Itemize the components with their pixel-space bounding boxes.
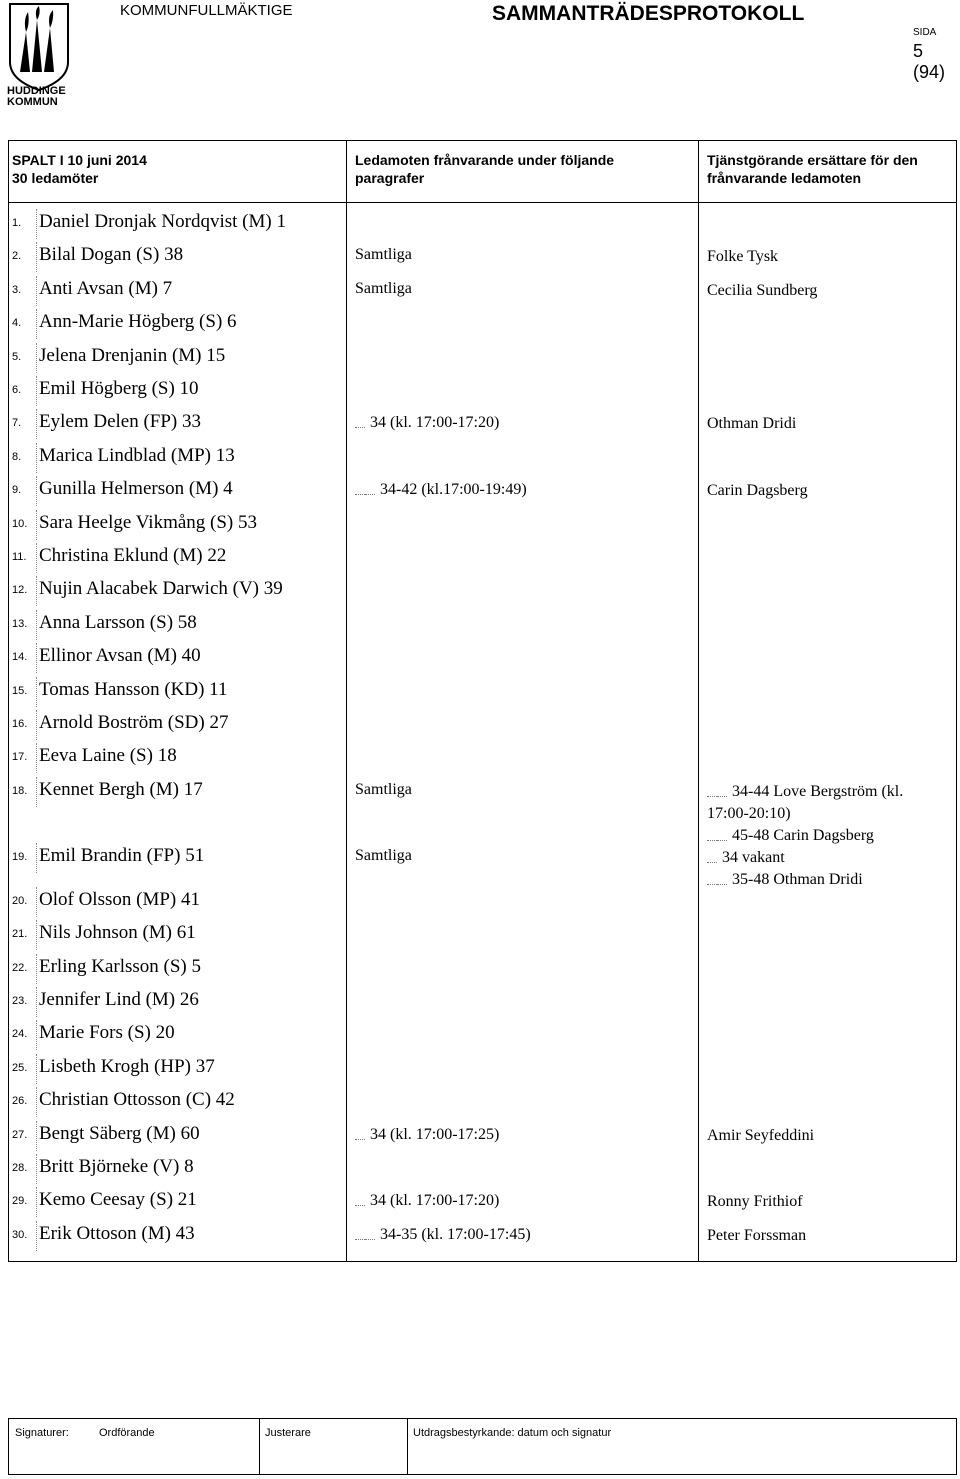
substitute-line: [707, 847, 863, 869]
page-number: 5 (94): [913, 41, 946, 82]
huddinge-logo: [6, 2, 72, 106]
table-row: [9, 274, 956, 307]
member-name: Gunilla Helmerson (M) 4: [39, 478, 233, 500]
footer-divider: [407, 1419, 408, 1474]
absence-paragraphs: [355, 781, 412, 799]
row-number-separator: [36, 1121, 37, 1151]
substitute-name: Othman Dridi: [707, 415, 797, 433]
member-name: Bengt Säberg (M) 60: [39, 1122, 200, 1144]
member-name: Sara Heelge Vikmång (S) 53: [39, 511, 258, 533]
row-number-separator: [36, 643, 37, 673]
row-number: 6.: [12, 384, 22, 396]
table-row: [9, 407, 956, 440]
substitute-name: Folke Tysk: [707, 248, 779, 266]
attendance-table: [8, 140, 957, 1262]
row-number-separator: [36, 1154, 37, 1184]
member-name: Arnold Boström (SD) 27: [39, 712, 229, 733]
row-number-separator: [36, 743, 37, 773]
paragraph-marker-icon: [355, 480, 365, 495]
substitute-name: Cecilia Sundberg: [707, 281, 818, 299]
table-row: [9, 1018, 956, 1051]
absence-text: 34 (kl. 17:00-17:20): [370, 414, 500, 432]
member-name: Lisbeth Krogh (HP) 37: [39, 1055, 215, 1077]
table-row: [9, 541, 956, 574]
substitute-name: [707, 781, 903, 847]
table-row: [9, 1152, 956, 1185]
row-number-separator: [36, 443, 37, 473]
paragraph-marker-icon: [355, 1191, 365, 1206]
table-row: [9, 708, 956, 741]
substitute-line-text: 35-48 Othman Dridi: [732, 870, 863, 888]
member-name: Jennifer Lind (M) 26: [39, 989, 199, 1010]
absence-paragraphs: [355, 413, 499, 432]
table-row: [9, 985, 956, 1018]
member-name: Marie Fors (S) 20: [39, 1022, 175, 1044]
row-number: 12.: [12, 584, 28, 597]
member-name: Ann-Marie Högberg (S) 6: [39, 311, 237, 333]
table-row: [9, 1219, 956, 1252]
substitute-name: Amir Seyfeddini: [707, 1126, 815, 1144]
row-number: 30.: [12, 1228, 28, 1241]
row-number: 24.: [12, 1028, 28, 1041]
paragraph-marker-icon: [355, 1125, 365, 1140]
table-row: [9, 307, 956, 340]
row-number-separator: [36, 1020, 37, 1050]
signatures-label: Signaturer:: [15, 1427, 69, 1439]
row-number: 7.: [12, 417, 22, 430]
page-label: SIDA: [913, 27, 937, 38]
table-row: [9, 608, 956, 641]
row-number-separator: [36, 276, 37, 306]
header-divider: [9, 202, 956, 203]
table-row: [9, 207, 956, 240]
member-name: Bilal Dogan (S) 38: [39, 244, 184, 266]
row-number-separator: [36, 242, 37, 272]
member-name: Kennet Bergh (M) 17: [39, 778, 203, 800]
row-number: 14.: [12, 651, 28, 664]
table-row: [9, 885, 956, 918]
member-name: Ellinor Avsan (M) 40: [39, 645, 201, 667]
member-name: Anti Avsan (M) 7: [39, 277, 173, 299]
row-number-separator: [36, 954, 37, 984]
row-number-separator: [36, 476, 37, 506]
absence-paragraphs: [355, 1191, 499, 1210]
absence-paragraphs: [355, 847, 412, 865]
table-row: [9, 508, 956, 541]
substitute-name: Carin Dagsberg: [707, 482, 808, 500]
member-name: Eeva Laine (S) 18: [39, 745, 177, 767]
absence-text: Samtliga: [355, 780, 412, 798]
substitute-line: [707, 781, 903, 803]
absence-text: 34 (kl. 17:00-17:25): [370, 1125, 500, 1143]
absence-paragraphs: [355, 480, 527, 499]
member-name: Nils Johnson (M) 61: [39, 922, 196, 944]
svg-text:KOMMUN: KOMMUN: [7, 96, 58, 106]
flame-crest-icon: [6, 2, 72, 106]
paragraph-marker-icon: [365, 1225, 375, 1240]
certification-label: Utdragsbestyrkande: datum och signatur: [413, 1427, 612, 1439]
paragraph-marker-icon: [707, 870, 717, 885]
paragraph-marker-icon: [355, 413, 365, 428]
row-number-separator: [36, 920, 37, 950]
paragraph-marker-icon: [717, 782, 727, 797]
row-number: 20.: [12, 894, 28, 907]
row-number: 3.: [12, 283, 22, 296]
substitute-line-text: 34-44 Love Bergström (kl.: [732, 782, 904, 800]
table-row: [9, 441, 956, 474]
row-number: 17.: [12, 751, 28, 764]
column-header-substitute: Tjänstgörande ersättare för den frånvarande ledamoten: [707, 152, 918, 186]
member-name: Christina Eklund (M) 22: [39, 545, 227, 566]
member-name: Nujin Alacabek Darwich (V) 39: [39, 578, 283, 600]
member-name: Emil Brandin (FP) 51: [39, 844, 205, 866]
row-number: 11.: [12, 551, 27, 563]
table-row: [9, 675, 956, 708]
table-row: [9, 474, 956, 507]
row-number: 29.: [12, 1195, 28, 1208]
row-number-separator: [36, 543, 37, 573]
member-name: Britt Björneke (V) 8: [39, 1156, 194, 1177]
table-row: [9, 1119, 956, 1152]
paragraph-marker-icon: [707, 848, 717, 863]
substitute-line: [707, 803, 903, 825]
row-number-separator: [36, 376, 37, 406]
row-number-separator: [36, 1221, 37, 1251]
paragraph-marker-icon: [717, 826, 727, 841]
row-number: 13.: [12, 617, 28, 630]
row-number: 10.: [12, 517, 28, 530]
member-name: Jelena Drenjanin (M) 15: [39, 344, 226, 366]
table-row: [9, 741, 956, 774]
table-row: [9, 841, 956, 888]
document-title: SAMMANTRÄDESPROTOKOLL: [492, 2, 805, 25]
member-name: Daniel Dronjak Nordqvist (M) 1: [39, 211, 286, 232]
member-name: Kemo Ceesay (S) 21: [39, 1189, 197, 1211]
paragraph-marker-icon: [707, 826, 717, 841]
member-name: Marica Lindblad (MP) 13: [39, 444, 235, 466]
row-number-separator: [36, 510, 37, 540]
table-row: [9, 374, 956, 407]
table-row: [9, 918, 956, 951]
absence-paragraphs: [355, 1125, 499, 1144]
row-number: 5.: [12, 350, 22, 363]
paragraph-marker-icon: [707, 782, 717, 797]
table-row: [9, 1085, 956, 1118]
row-number: 4.: [12, 317, 22, 330]
table-row: [9, 775, 956, 844]
member-name: Erik Ottoson (M) 43: [39, 1222, 195, 1244]
absence-text: Samtliga: [355, 846, 412, 864]
row-number: 18.: [12, 784, 28, 797]
member-name: Eylem Delen (FP) 33: [39, 411, 202, 433]
substitute-name: Ronny Frithiof: [707, 1193, 803, 1211]
row-number: 23.: [12, 995, 28, 1007]
row-number: 1.: [12, 217, 22, 229]
substitute-line-text: 34 vakant: [722, 848, 785, 866]
row-number-separator: [36, 1187, 37, 1217]
table-row: [9, 952, 956, 985]
absence-paragraphs: [355, 1225, 531, 1244]
absence-text: Samtliga: [355, 279, 412, 297]
row-number-separator: [36, 576, 37, 606]
row-number-separator: [36, 309, 37, 339]
table-row: [9, 574, 956, 607]
row-number-separator: [36, 209, 37, 239]
table-row: [9, 240, 956, 273]
svg-text:HUDDINGE: HUDDINGE: [7, 85, 66, 97]
row-number-separator: [36, 677, 37, 707]
table-row: [9, 641, 956, 674]
row-number-separator: [36, 610, 37, 640]
signature-footer: [8, 1418, 957, 1475]
absence-paragraphs: [355, 280, 412, 298]
table-row: [9, 341, 956, 374]
member-name: Emil Högberg (S) 10: [39, 378, 199, 399]
paragraph-marker-icon: [365, 480, 375, 495]
row-number-separator: [36, 777, 37, 807]
row-number: 26.: [12, 1095, 28, 1108]
member-name: Erling Karlsson (S) 5: [39, 955, 202, 977]
row-number-separator: [36, 1087, 37, 1117]
paragraph-marker-icon: [717, 870, 727, 885]
row-number: 19.: [12, 850, 28, 863]
row-number: 22.: [12, 961, 28, 974]
substitute-line-text: 17:00-20:10): [707, 804, 791, 822]
member-name: Anna Larsson (S) 58: [39, 611, 197, 633]
row-number: 28.: [12, 1162, 28, 1174]
member-name: Christian Ottosson (C) 42: [39, 1089, 235, 1111]
substitute-line-text: 45-48 Carin Dagsberg: [732, 826, 874, 844]
paragraph-marker-icon: [355, 1225, 365, 1240]
substitute-name: Peter Forssman: [707, 1226, 807, 1244]
absence-text: 34 (kl. 17:00-17:20): [370, 1192, 500, 1210]
absence-paragraphs: [355, 246, 412, 264]
row-number-separator: [36, 343, 37, 373]
member-name: Olof Olsson (MP) 41: [39, 888, 200, 910]
row-number: 27.: [12, 1128, 28, 1141]
row-number-separator: [36, 710, 37, 740]
row-number: 21.: [12, 928, 28, 941]
footer-divider: [259, 1419, 260, 1474]
organization-name: KOMMUNFULLMÄKTIGE: [120, 2, 293, 19]
row-number: 8.: [12, 450, 22, 463]
row-number-separator: [36, 987, 37, 1017]
absence-text: 34-35 (kl. 17:00-17:45): [380, 1225, 531, 1243]
absence-text: Samtliga: [355, 246, 412, 264]
row-number-separator: [36, 1054, 37, 1084]
row-number: 2.: [12, 250, 22, 263]
column-header-absence: Ledamoten frånvarande under följande paragrafer: [355, 152, 615, 186]
row-number-separator: [36, 887, 37, 917]
member-name: Tomas Hansson (KD) 11: [39, 678, 228, 700]
column-header-members: SPALT I 10 juni 2014 30 ledamöter: [12, 152, 147, 186]
row-number: 16.: [12, 718, 28, 730]
row-number: 9.: [12, 484, 22, 497]
row-number-separator: [36, 409, 37, 439]
row-number-separator: [36, 843, 37, 873]
absence-text: 34-42 (kl.17:00-19:49): [380, 481, 527, 499]
adjuster-label: Justerare: [265, 1427, 311, 1439]
row-number: 15.: [12, 684, 28, 697]
table-row: [9, 1052, 956, 1085]
row-number: 25.: [12, 1061, 28, 1074]
table-row: [9, 1185, 956, 1218]
chair-label: Ordförande: [99, 1427, 155, 1439]
